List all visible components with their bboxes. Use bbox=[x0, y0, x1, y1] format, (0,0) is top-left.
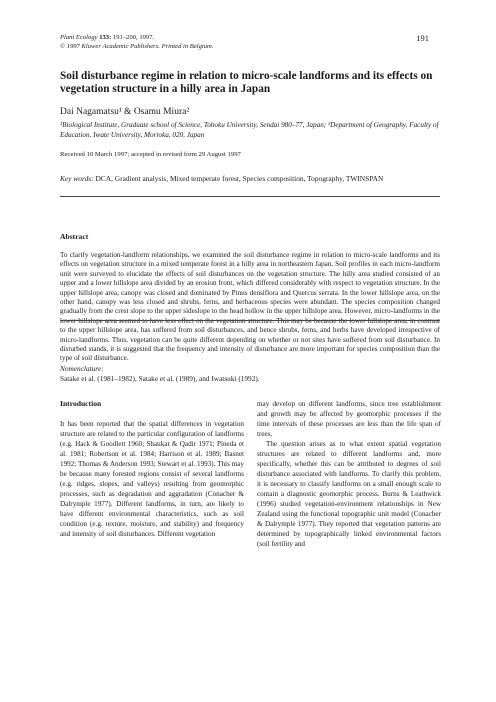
author-list: Dai Nagamatsu¹ & Osamu Miura² bbox=[60, 107, 190, 117]
intro-paragraph-2: The question arises as to what extent spatial vegetation structures are related to different landforms and, more specifically, whether this can be attributed to degrees of soil disturbance associated with landforms. To clarify this problem, it is necessary to classify landforms on a small enough scale to contain a diagnostic geomorphic process. Burns & Leathwick (1996) studied vegetation-environment relationships in New Zealand using the functional topographic unit model (Conacher & Dalrymple 1977). They reported that vegetation patterns are determined by topographically linked environmental factors (soil fertility and bbox=[257, 440, 441, 548]
divider-top bbox=[60, 196, 440, 197]
article-title: Soil disturbance regime in relation to micro-scale landforms and its effects on vegetation structure in a hilly area in Japan bbox=[60, 70, 433, 95]
keywords-text: DCA, Gradient analysis, Mixed temperate forest, Species composition, Topography, TWINSPAN bbox=[95, 174, 384, 183]
abstract-text: To clarify vegetation-landform relationships, we examined the soil disturbance regime in relation to micro-scale landforms and its effects on vegetation structure in a mixed temperate forest in a hilly area in northeastern Japan. Soil profiles in each micro-landform unit were surveyed to elucidate the effects of soil disturbances on the vegetation structure. The hilly area studied consisted of an upper and a lower hillslope area divided by an erosion front, which differed considerably with respect to vegetation structure. In the upper hillslope area, canopy was closed and dominated by Pinus densiflora and Quercus serrata. In the lower hillslope area, on the other hand, canopy was less closed and shrubs, ferns, and herbaceous species were abundant. The species composition changed gradually from the crest slope to the upper sideslope to the head hollow in the upper hillslope area. However, micro-landforms in the lower hillslope area seemed to have less effect on the vegetation structure. This may be because the lower hillslope area, in contrast to the upper hillslope area, has suffered from soil disturbances, and hence shrubs, ferns, and herbs have developed irrespective of micro-landforms. Thus, vegetation can be quite different depending on whether or not sites have suffered from soil disturbance. In disturbed stands, it is suggested that the frequency and intensity of disturbance are more important for species composition than the type of soil disturbance. bbox=[60, 251, 440, 363]
journal-volume: 133: bbox=[99, 34, 112, 41]
right-column bbox=[257, 399, 441, 549]
journal-header bbox=[60, 33, 213, 51]
copyright-line: © 1997 Kluwer Academic Publishers. Printed in Belgium. bbox=[60, 43, 214, 50]
abstract-heading: Abstract bbox=[60, 232, 89, 241]
keywords-line bbox=[60, 174, 440, 183]
intro-paragraph-1: It has been reported that the spatial differences in vegetation structure are related to the particular configuration of landforms (e.g. Hack & Goodlett 1960; Shaukat & Qadir 1971; Pineda et al. 1981; Robertson et al. 1984; Harrison et al. 1989; Basnet 1992; Thomas & Anderson 1993; Stewart et al. 1993). This may be because many forested regions consist of several landforms (e.g. ridges, slopes, and valleys) resulting from geomorphic processes, such as degradation and aggradation (Conacher & Dalrymple 1977). Different landforms, in turn, are likely to have different environmental characteristics, such as soil condition (e.g. texture, moisture, and stability) and frequency and intensity of soil disturbances. Different vegetation bbox=[60, 420, 244, 538]
page-number: 191 bbox=[416, 33, 429, 43]
nomenclature-label: Nomenclature: bbox=[60, 364, 104, 373]
journal-name: Plant Ecology bbox=[60, 34, 98, 41]
received-dates: Received 10 March 1997; accepted in revised form 29 August 1997 bbox=[60, 151, 241, 158]
intro-paragraph-1-continued: may develop on different landforms, since tree establishment and growth may be affected by geomorphic processes if the time intervals of these processes are less than the life span of trees. bbox=[257, 400, 441, 438]
nomenclature-block bbox=[60, 364, 260, 384]
journal-pages: 191–200, 1997. bbox=[112, 34, 155, 41]
keywords-label: Key words: bbox=[60, 174, 94, 183]
nomenclature-text: Satake et al. (1981–1982), Satake et al. (1989), and Iwatsuki (1992). bbox=[60, 374, 260, 383]
author-affiliation: ¹Biological Institute, Graduate school of Science, Tohoku University, Sendai 980–77, Japan; ²Department of Geography, Faculty of Education, Iwate University, Morioka, 020, Japan bbox=[60, 121, 439, 139]
left-column bbox=[60, 399, 244, 539]
divider-bottom bbox=[60, 320, 440, 321]
introduction-heading: Introduction bbox=[60, 399, 102, 408]
